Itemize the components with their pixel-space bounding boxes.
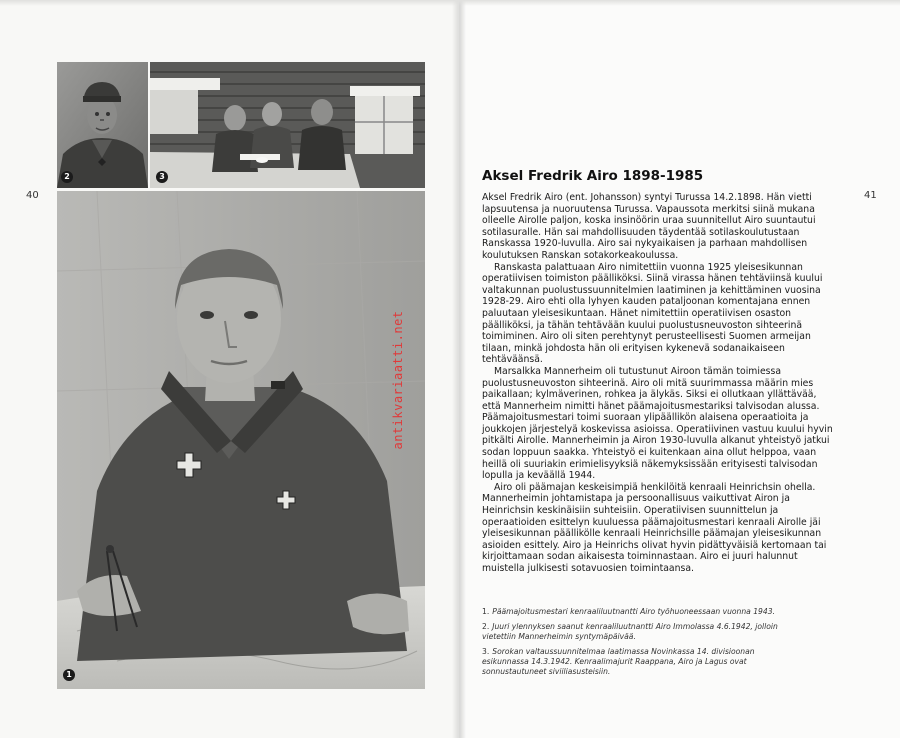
article-paragraph: Marsalkka Mannerheim oli tutustunut Airoon tämän toimiessa puolustusneuvoston sihteerinä. Airo oli mitä suurimmassa määrin mies paikallaan; kylmäverinen, rohkea ja älykäs. Siksi ei ollutkaan yllättävää, että Mannerheim nimitti hänet päämajoitusmestariksi talvisodan alussa. Päämajoitusmestari toimi suoraan ylipäällikön alaisena operaatioita ja joukkojen järjestelyä koskevissa asioissa. Operatiivinen vastuu kuului hyvin pitkälti Airolle. Mannerheimin ja Airon 1930-luvulla alkanut yhteistyö jatkui sodan loppuun saakka. Yhteistyö ei kuitenkaan aina ollut helppoa, vaan heillä oli suuriakin erimielisyyksiä näkemyksissään erityisesti talvisodan lopulla ja keväällä 1944. bbox=[482, 365, 833, 482]
page-number-right: 41 bbox=[864, 190, 877, 201]
article bbox=[482, 168, 836, 575]
article-title: Aksel Fredrik Airo 1898-1985 bbox=[482, 168, 704, 184]
photo-badge-1: 1 bbox=[63, 669, 75, 681]
caption-item bbox=[482, 647, 802, 677]
watermark bbox=[378, 290, 418, 470]
caption-text: Päämajoitusmestari kenraaliluutnantti Airo työhuoneessaan vuonna 1943. bbox=[492, 607, 775, 616]
photo-captions bbox=[482, 607, 802, 682]
caption-number: 2. bbox=[482, 622, 490, 631]
caption-number: 3. bbox=[482, 647, 490, 656]
photo-badge-3: 3 bbox=[156, 171, 168, 183]
caption-number: 1. bbox=[482, 607, 490, 616]
page-number-left: 40 bbox=[26, 190, 39, 201]
caption-item bbox=[482, 622, 802, 642]
caption-text: Sorokan valtaussuunnitelmaa laatimassa Novinkassa 14. divisioonan esikunnassa 14.3.1942. Kenraalimajurit Raappana, Airo ja Lagus ovat sonnustautuneet siviiliasusteisiin. bbox=[482, 647, 755, 676]
caption-item bbox=[482, 607, 802, 617]
article-paragraph: Ranskasta palattuaan Airo nimitettiin vuonna 1925 yleisesikunnan operatiivisen toimiston päälliköksi. Siinä virassa hänen tehtäviinsä kuului valtakunnan puolustussuunnitelmien laatiminen ja kehittäminen vuosina 1928-29. Airo ehti olla lyhyen kauden pataljoonan komentajana ennen paluutaan yleisesikuntaan. Hänet nimitettiin operatiivisen osaston päälliköksi, ja tähän tehtävään kuului puolustusneuvoston sihteerinä toimiminen. Airo oli siten perehtynyt perusteellisesti Suomen armeijan tilaan, minkä johdosta hän oli erityisen kykenevä sodanaikaiseen tehtäväänsä. bbox=[482, 261, 823, 366]
watermark-text: antikvariaatti.net bbox=[391, 310, 405, 450]
photo-officer-at-map bbox=[57, 191, 425, 689]
article-paragraph: Airo oli päämajan keskeisimpiä henkilöitä kenraali Heinrichsin ohella. Mannerheimin johtamistapa ja persoonallisuus vaikuttivat Airon ja Heinrichsin keskinäisiin suhteisiin. Operatiivisen suunnittelun ja operaatioiden esittelyn kuuluessa päämajoitusmestari kenraali Airolle jäi yleisesikunnan päällikölle kenraali Heinrichsille päämajan yleisesikunnan asioiden esittely. Airo ja Heinrichs olivat hyvin pidättyväisiä kertomaan tai kirjoittamaan sodan aikaisesta toiminnastaan. Airo ei juuri halunnut muistella julkisesti sotavuosien toimintaansa. bbox=[482, 481, 827, 574]
page-edge-shadow bbox=[0, 0, 900, 6]
photo-badge-2: 2 bbox=[61, 171, 73, 183]
caption-text: Juuri ylennyksen saanut kenraaliluutnantti Airo Immolassa 4.6.1942, jolloin vietettiin Mannerheimin syntymäpäivää. bbox=[482, 622, 778, 641]
book-gutter bbox=[452, 0, 466, 738]
photo-group-table bbox=[150, 62, 425, 188]
article-paragraph: Aksel Fredrik Airo (ent. Johansson) syntyi Turussa 14.2.1898. Hän vietti lapsuutensa ja nuoruutensa Turussa. Vapaussota merkitsi siinä mukana olleelle Airolle paljon, koska insinöörin uraa suunnitellut Airo suuntautui sotilasuralle. Hän sai mahdollisuuden täydentää sotilaskoulutustaan Ranskassa 1920-luvulla. Airo sai nykyaikaisen ja parhaan mahdollisen koulutuksen Ranskan sotakorkeakoulussa. bbox=[482, 192, 816, 261]
photo-portrait-small bbox=[57, 62, 148, 188]
